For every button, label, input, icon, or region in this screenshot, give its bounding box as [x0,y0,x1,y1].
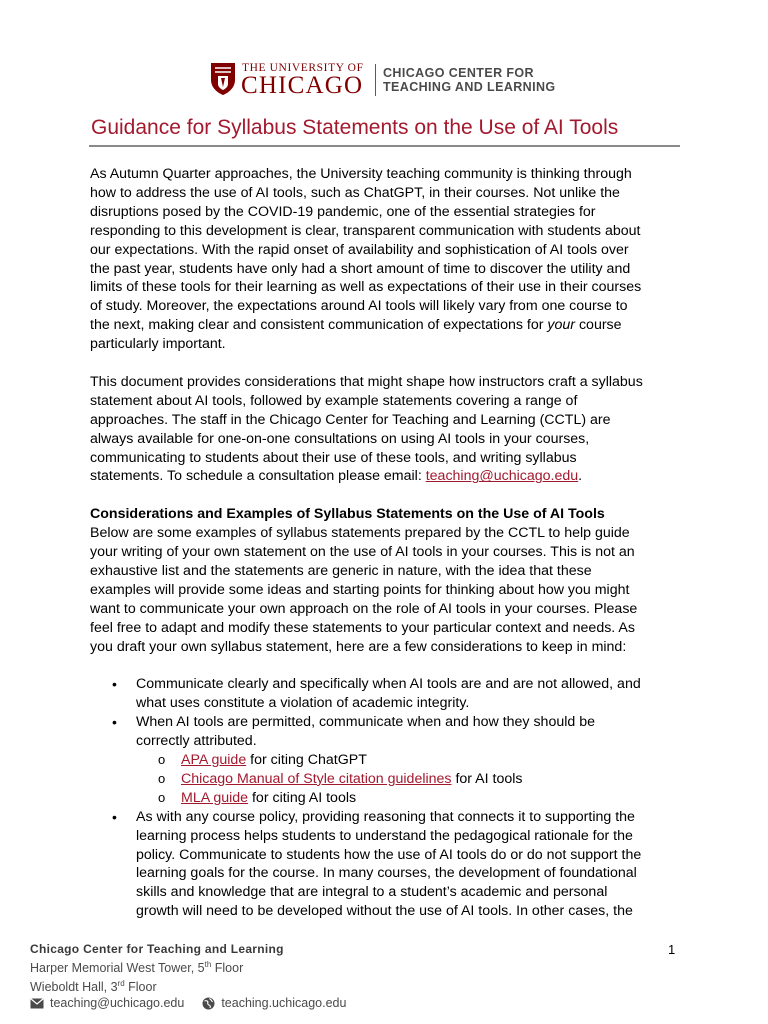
sub-list-item [136,789,690,808]
text-line [90,316,690,335]
text-line: disruptions posed by the COVID-19 pandemic, one of the essential strategies for [90,203,596,220]
text-line: your writing of your own statement on the use of AI tools in your courses. This is not an [90,544,635,561]
text-run: for citing ChatGPT [246,752,367,769]
sub-list-item [136,770,690,789]
text-line: statement about AI tools, followed by example statements covering a range of [90,392,578,409]
chicago-manual-link[interactable]: Chicago Manual of Style citation guidelines [181,770,452,787]
considerations-list [90,675,690,921]
header-divider [375,64,376,96]
footer-address-line: Wieboldt Hall, 3rd Floor [30,979,157,995]
text-line: learning goals for the course. In many courses, the development of foundational [136,865,637,882]
list-item [90,808,690,921]
text-run: the next, making clear and consistent communication of expectations for [90,317,548,334]
text-line [90,467,690,486]
text-line: particularly important. [90,336,226,353]
footer-website[interactable]: teaching.uchicago.edu [221,996,347,1011]
email-link[interactable]: teaching@uchicago.edu [425,468,579,485]
title-divider [89,145,680,147]
text-line: learning process helps students to understand the pedagogical rationale for the [136,827,633,844]
text-line: limits of these tools for their learning as well as expectations of their use in their courses [90,279,642,296]
text-line: you draft your own syllabus statement, here are a few considerations to keep in mind: [90,638,627,655]
text-line: Below are some examples of syllabus statements prepared by the CCTL to help guide [90,525,630,542]
text-line: the past year, students have only had a short amount of time to discover the utility and [90,260,631,277]
text-line: correctly attributed. [136,733,257,750]
page-footer [30,941,720,1011]
text-line: responding to this development is clear, transparent communication with students about [90,222,641,239]
document-body [90,165,690,921]
cctl-name-line2: TEACHING AND LEARNING [383,80,556,94]
document-title: Guidance for Syllabus Statements on the Use of AI Tools [91,116,619,139]
university-name-line2: CHICAGO [241,72,364,99]
text-line: want to communicate your own approach on the role of AI tools in your courses. Please [90,600,638,617]
university-name-line1: THE UNIVERSITY OF [242,62,364,74]
text-line: of study. Moreover, the expectations around AI tools will likely vary from one course to [90,298,628,315]
list-item [90,675,690,713]
footer-contact [30,995,720,1011]
envelope-icon [30,998,44,1009]
footer-email[interactable]: teaching@uchicago.edu [50,996,185,1011]
text-line: communicating to students about their use of these tools, and writing syllabus [90,449,577,466]
text-run: course [575,317,622,334]
apa-guide-link[interactable]: APA guide [181,752,247,769]
section-heading: Considerations and Examples of Syllabus Statements on the Use of AI Tools [90,506,605,523]
intro-paragraph [90,165,690,354]
text-line: always available for one-on-one consultations on using AI tools in your courses, [90,430,590,447]
text-line: how to address the use of AI tools, such as ChatGPT, in their courses. Not unlike the [90,184,620,201]
text-line: what uses constitute a violation of academic integrity. [136,695,470,712]
text-line: policy. Communicate to students how the use of AI tools do or do not support the [136,846,642,863]
emphasis-text: your [547,317,576,334]
footer-address-line: Harper Memorial West Tower, 5th Floor [30,960,244,976]
text-line: feel free to adapt and modify these statements to your particular context and needs. As [90,619,635,636]
text-run: statements. To schedule a consultation please email: [90,468,426,485]
text-run: for AI tools [451,770,523,787]
page-number: 1 [668,942,676,957]
text-line: our expectations. With the rapid onset of availability and sophistication of AI tools over [90,241,629,258]
list-item [90,713,690,808]
sub-list-item [136,751,690,770]
text-line: • When AI tools are permitted, communicate when and how they should be [136,714,595,731]
text-line: exhaustive list and the statements are generic in nature, with the idea that these [90,563,592,579]
text-line: growth will need to be developed without the use of AI tools. In other cases, the [136,903,633,920]
globe-icon [202,997,215,1010]
text-line: examples will provide some ideas and starting points for thinking about how you might [90,581,630,598]
footer-org-name: Chicago Center for Teaching and Learning [30,942,284,956]
text-line: skills and knowledge that are integral to a student’s academic and personal [136,884,608,901]
consultation-paragraph [90,373,690,486]
text-line: As Autumn Quarter approaches, the University teaching community is thinking through [90,166,632,182]
text-line: • As with any course policy, providing reasoning that connects it to supporting the [136,808,635,825]
text-run: for citing AI tools [248,789,357,806]
cctl-name-line1: CHICAGO CENTER FOR [383,66,534,80]
text-line: approaches. The staff in the Chicago Center for Teaching and Learning (CCTL) are [90,411,611,428]
page-header [0,58,768,102]
university-shield-icon [210,62,236,96]
considerations-section [90,505,690,656]
citation-guides-list [136,751,690,808]
text-run: . [578,468,583,485]
text-line: This document provides considerations that might shape how instructors craft a syllabus [90,373,643,390]
mla-guide-link[interactable]: MLA guide [181,789,249,806]
text-line: • Communicate clearly and specifically when AI tools are and are not allowed, and [136,676,641,693]
